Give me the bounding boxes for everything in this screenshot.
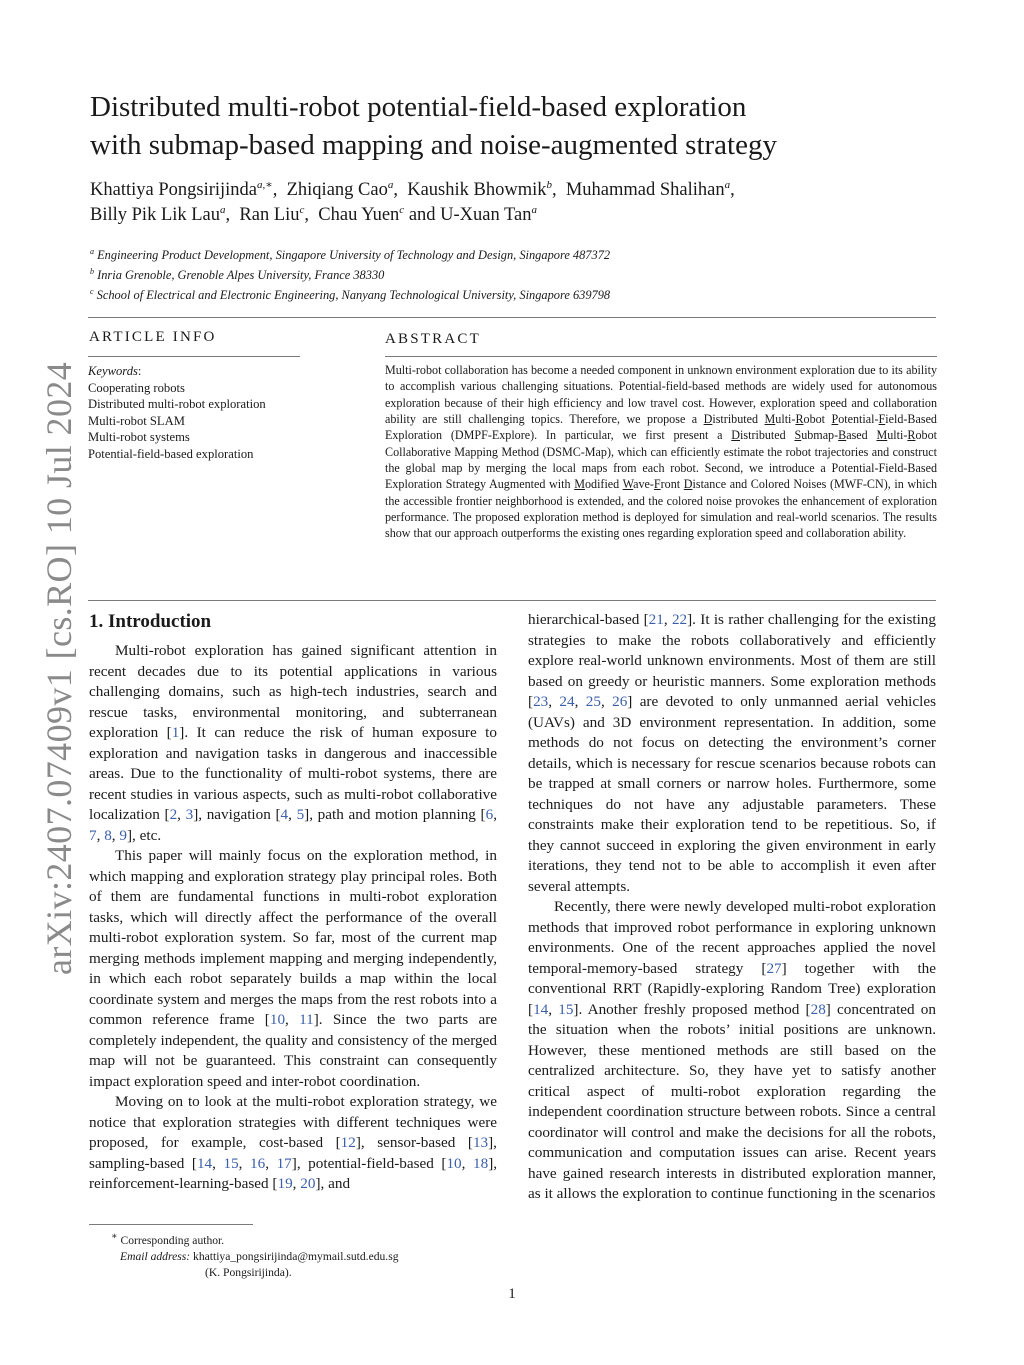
footnote-email-line bbox=[89, 1249, 469, 1265]
author-affiliation-mark: a bbox=[724, 179, 731, 191]
intro-paragraph-3: Moving on to look at the multi-robot exploration strategy, we notice that exploration strategies with different techniques were proposed, for example, cost-based [12], sensor-based [13], sampling-based [14, 15, 16, 17], potential-field-based [10, 18], reinforcement-learning-based [19, 20], and bbox=[89, 1093, 498, 1192]
author-affiliation-mark: c bbox=[399, 204, 405, 216]
footnote-name: (K. Pongsirijinda). bbox=[205, 1265, 292, 1279]
title-line-1: Distributed multi-robot potential-field-based exploration bbox=[90, 91, 747, 123]
keyword-item: Multi-robot systems bbox=[88, 430, 190, 444]
author-affiliation-mark: c bbox=[299, 204, 305, 216]
author-name: Khattiya Pongsirijinda bbox=[90, 180, 257, 200]
author-name: Chau Yuen bbox=[318, 205, 400, 225]
header-divider bbox=[88, 317, 936, 318]
author-affiliation-mark: a bbox=[220, 204, 226, 216]
mwf-cn-name: Modified Wave-Front Distance and Colored Noises (MWF-CN) bbox=[574, 477, 888, 492]
intro-paragraph-1: Multi-robot exploration has gained significant attention in recent decades due to its potential applications in various challenging domains, such as high-tech industries, search and rescue tasks, environmental monitoring, and subterranean exploration [1]. It can reduce the risk of human exposure to exploration and navigation tasks in dangerous and inaccessible areas. Due to the functionality of multi-robot systems, there are recent studies in various aspects, such as multi-robot collaborative localization [2, 3], navigation [4, 5], path and motion planning [6, 7, 8, 9], etc. bbox=[89, 642, 497, 844]
paper-title bbox=[90, 88, 950, 164]
abstract-heading: ABSTRACT bbox=[385, 331, 481, 347]
abstract-bottom-divider bbox=[88, 600, 936, 601]
arxiv-identifier-stamp: arXiv:2407.07409v1 [cs.RO] 10 Jul 2024 bbox=[39, 361, 79, 975]
article-info-heading: ARTICLE INFO bbox=[89, 329, 217, 345]
footnote-divider bbox=[89, 1224, 253, 1225]
affiliation-mark: a bbox=[90, 247, 94, 256]
keywords-label-line: Keywords: bbox=[88, 364, 142, 378]
intro-paragraph-3-continued: hierarchical-based [21, 22]. It is rather challenging for the existing strategies to make the robots collaboratively and efficiently explore real-world unknown environments. Most of them are still based on greedy or heuristic manners. Some exploration methods [23, 24, 25, 26] are devoted to only unmanned aerial vehicles (UAVs) and 3D environment representation. In addition, some methods do not focus on detecting the environment’s corner details, which is necessary for rescue scenarios because robots can be trapped at small corners or narrow holes. Furthermore, some techniques do not have any adjustable parameters. These constraints make their exploration tend to be repetitious. So, if they cannot succeed in exploring the given environment in early iterations, they tend not to be able to accomplish it even after several attempts. bbox=[528, 611, 937, 895]
author-line-2: Billy Pik Lik Lau$^a$, Ran Liu$^c$, Chau Yuen$^c$ and U-Xuan Tan$^a$ bbox=[90, 204, 538, 225]
abstract-segment: . In particular, we first present a bbox=[534, 428, 732, 443]
affiliation-mark: b bbox=[90, 267, 94, 276]
intro-paragraph-4: Recently, there were newly developed multi-robot exploration methods that improved robot performance in exploring unknown environments. One of the recent approaches applied the novel temporal-memory-based strategy [27] together with the conventional RRT (Rapidly-exploring Random Tree) exploration [14, 15]. Another freshly proposed method [28] concentrated on the situation when the robots’ initial positions are unknown. However, these mentioned methods are still based on the centralized architecture. So, they have yet to satisfy another critical aspect of multi-robot exploration regarding the independent coordination structure between robots. Since a central coordinator will control and make the decisions for all the robots, communication and computation issues can arise. Recent years have gained research interests in distributed exploration manner, as it allows the exploration to continue functioning in the scenarios bbox=[528, 898, 937, 1202]
footnote-corresponding: Corresponding author. bbox=[120, 1233, 225, 1247]
affiliation-mark: c bbox=[90, 287, 94, 296]
author-name: Zhiqiang Cao bbox=[286, 180, 388, 200]
keyword-item: Cooperating robots bbox=[88, 380, 185, 395]
author-name: Kaushik Bhowmik bbox=[407, 180, 547, 200]
author-list bbox=[90, 178, 950, 228]
keyword-item: Distributed multi-robot exploration bbox=[88, 397, 266, 411]
affiliation-list bbox=[90, 245, 950, 305]
footnote-email-label: Email address: bbox=[120, 1249, 191, 1263]
affiliation-item bbox=[90, 265, 950, 285]
footnote-mark: ∗ bbox=[111, 1231, 118, 1242]
article-info-divider bbox=[88, 356, 300, 357]
keyword-item: Potential-field-based exploration bbox=[88, 446, 254, 461]
keywords-label: Keywords bbox=[88, 364, 138, 378]
page-number: 1 bbox=[508, 1286, 516, 1302]
author-affiliation-mark: a bbox=[387, 179, 394, 191]
abstract-segment: Multi-robot collaboration has become a needed component in unknown environment exploration due to its ability to accomplish various challenging situations. Potential-field-based methods are widely used for autonomous exploration because of their high efficiency and low travel cost. However, exploration speed and collaboration ability are still challenging topics. Therefore, we propose a bbox=[385, 363, 937, 427]
author-name: Muhammad Shalihan bbox=[565, 180, 725, 200]
affiliation-item bbox=[90, 285, 950, 305]
author-affiliation-mark: b bbox=[546, 179, 552, 191]
author-name: U-Xuan Tan bbox=[440, 205, 532, 225]
affiliation-text: Inria Grenoble, Grenoble Alpes University, France 38330 bbox=[97, 268, 385, 282]
author-affiliation-mark: a,∗ bbox=[257, 179, 273, 191]
footnote-corresponding-line bbox=[89, 1229, 469, 1249]
author-affiliation-mark: a bbox=[531, 204, 538, 216]
affiliation-text: Engineering Product Development, Singapore University of Technology and Design, Singapore 487372 bbox=[97, 248, 611, 262]
section-heading-introduction: 1. Introduction bbox=[89, 611, 212, 632]
abstract-segment: , in which the accessible frontier neighborhood is extended, and the colored noise provokes the enhancement of exploration performance. The proposed exploration method is deployed for simulation and real-world scenarios. The results show that our approach outperforms the existing ones regarding exploration speed and collaboration ability. bbox=[385, 477, 937, 541]
keyword-item: Multi-robot SLAM bbox=[88, 413, 185, 428]
footnote-email-link[interactable]: khattiya_pongsirijinda@mymail.sutd.edu.sg bbox=[193, 1249, 399, 1263]
right-text-column bbox=[528, 610, 936, 1205]
abstract-divider bbox=[385, 356, 937, 357]
dmpf-explore-name: Distributed Multi-Robot Potential-Field-Based Exploration (DMPF-Explore) bbox=[385, 412, 937, 443]
dsmc-map-name: Distributed Submap-Based Multi-Robot Collaborative Mapping Method (DSMC-Map) bbox=[385, 428, 937, 459]
affiliation-item bbox=[90, 245, 950, 265]
left-text-column bbox=[89, 641, 497, 1195]
abstract-text bbox=[385, 362, 937, 542]
author-conjunction: and bbox=[408, 205, 436, 225]
intro-paragraph-2: This paper will mainly focus on the exploration method, in which mapping and exploration strategy play principal roles. Both of them are fundamental functions in multi-robot exploration tasks, which will directly affect the performance of the overall multi-robot exploration system. So far, most of the current map merging methods implement mapping and merging independently, in which each robot separately builds a map within the local coordinate system and merges the maps from the rest robots into a common reference frame [10, 11]. Since the two parts are completely independent, the quality and consistency of the merged map will not be guaranteed. This constraint can consequently impact exploration speed and inter-robot coordination. bbox=[89, 847, 498, 1090]
author-name: Ran Liu bbox=[239, 205, 300, 225]
author-name: Billy Pik Lik Lau bbox=[90, 205, 221, 225]
keywords-block bbox=[88, 363, 308, 462]
author-line-1: Khattiya Pongsirijinda$^{a,∗}$, Zhiqiang Cao$^a$, Kaushik Bhowmik$^b$, Muhammad Shalihan$^a$, bbox=[90, 179, 735, 200]
title-line-2: with submap-based mapping and noise-augmented strategy bbox=[90, 129, 777, 161]
abstract-segment: , which can efficiently estimate the robot trajectories and construct the global map by merging the local maps from each robot. Second, we introduce a Potential-Field-Based Exploration Strategy Augmented with bbox=[385, 444, 937, 492]
footnote bbox=[89, 1229, 469, 1281]
affiliation-text: School of Electrical and Electronic Engineering, Nanyang Technological University, Singapore 639798 bbox=[96, 288, 611, 302]
